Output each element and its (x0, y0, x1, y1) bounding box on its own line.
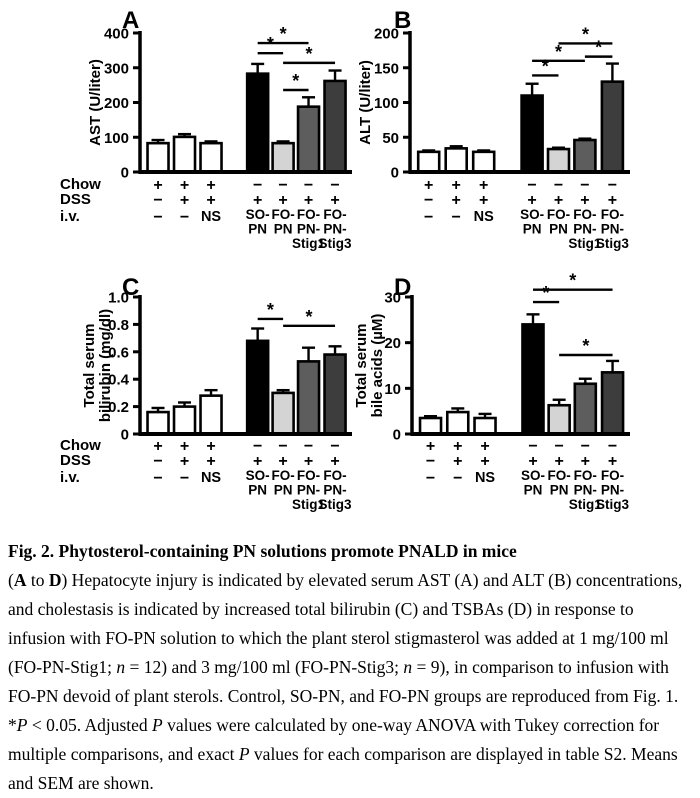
bar-B-FO-PN (548, 149, 569, 172)
significance-star: * (541, 56, 549, 77)
bar-D-Chow+DSS+NS (475, 418, 496, 434)
condition-sign: NS (474, 470, 496, 486)
panel-C-chart (0, 265, 360, 535)
group-label: PN (273, 482, 293, 498)
bar-B-Chow+DSS+NS (473, 152, 494, 172)
group-label: FO- (323, 468, 347, 483)
condition-sign: − (453, 470, 463, 487)
condition-sign: + (451, 177, 461, 194)
group-label: PN- (296, 221, 321, 237)
group-label: PN- (600, 221, 625, 237)
significance-star: * (595, 37, 603, 58)
condition-sign: + (424, 177, 434, 194)
condition-sign: − (278, 177, 288, 194)
group-label: Stig3 (596, 497, 630, 512)
condition-sign: + (206, 453, 216, 470)
condition-sign: + (528, 453, 538, 470)
y-tick-label: 30 (384, 289, 401, 307)
condition-sign: − (278, 438, 288, 455)
group-label: FO- (271, 207, 295, 222)
condition-sign: + (330, 453, 340, 470)
caption-segment: n (116, 657, 126, 677)
condition-sign: − (303, 438, 314, 455)
significance-star: * (542, 283, 550, 304)
panel-letter-B: B (394, 7, 412, 34)
caption-segment: P (16, 715, 28, 735)
condition-sign: NS (473, 209, 494, 225)
condition-sign: + (479, 192, 489, 209)
condition-sign: + (179, 438, 190, 455)
y-axis-label: Total serum (353, 323, 370, 408)
y-tick-label: 100 (103, 129, 129, 147)
row-label-dss: DSS (60, 191, 91, 208)
row-label-iv: i.v. (60, 208, 80, 225)
caption-segment: P (238, 744, 250, 764)
condition-sign: + (252, 192, 263, 209)
condition-sign: − (425, 453, 436, 470)
y-tick-label: 200 (373, 25, 399, 43)
group-label: PN- (573, 482, 597, 498)
caption-segment: = 12) and 3 mg/100 ml (FO-PN-Stig3; (125, 657, 404, 677)
group-label: FO- (573, 468, 597, 483)
group-label: PN (549, 221, 568, 237)
bar-D-FO-PN-Stig1 (575, 384, 596, 434)
significance-star: * (266, 299, 274, 320)
condition-sign: − (424, 192, 434, 209)
y-tick-label: 0.8 (108, 316, 129, 334)
panel-letter-A: A (122, 7, 140, 34)
bar-A-Chow+DSS (174, 137, 195, 172)
condition-sign: − (554, 438, 564, 455)
y-tick-label: 10 (384, 380, 401, 398)
condition-sign: + (153, 177, 163, 194)
condition-sign: − (330, 438, 340, 455)
condition-sign: − (153, 192, 163, 209)
condition-sign: + (554, 453, 564, 470)
y-tick-label: 150 (373, 60, 399, 78)
panel-A-chart (0, 0, 360, 268)
caption-segment: = 9), in comparison to infusion with FO-PN devoid of plant sterols. Control, SO-PN, and FO-PN groups are reproduced from Fig. 1. * (8, 657, 679, 735)
caption-segment: to (26, 570, 49, 590)
condition-sign: − (607, 177, 618, 194)
y-tick-label: 0.4 (108, 371, 129, 389)
group-label: FO- (573, 207, 597, 222)
significance-star: * (305, 306, 313, 327)
group-label: PN- (573, 221, 597, 237)
y-tick-label: 0 (120, 164, 129, 182)
bar-B-FO-PN-Stig1 (574, 140, 595, 172)
bar-B-Chow+DSS (446, 148, 467, 172)
y-tick-label: 300 (103, 60, 129, 78)
condition-sign: + (179, 192, 190, 209)
condition-sign: − (607, 438, 618, 455)
y-tick-label: 400 (103, 25, 129, 43)
bar-D-Chow (420, 418, 441, 434)
group-label: FO- (546, 207, 571, 222)
bar-C-FO-PN (273, 393, 294, 434)
condition-sign: + (580, 453, 590, 470)
group-label: Stig3 (595, 236, 629, 251)
group-label: PN (549, 482, 569, 498)
caption-segment: D (48, 570, 62, 590)
condition-sign: − (553, 177, 564, 194)
y-tick-label: 20 (384, 335, 401, 353)
condition-sign: + (453, 438, 463, 455)
significance-star: * (292, 70, 300, 91)
caption-segment: n (403, 657, 413, 677)
group-label: FO- (600, 207, 625, 222)
condition-sign: − (425, 470, 436, 487)
condition-sign: + (607, 453, 618, 470)
significance-star: * (305, 43, 313, 64)
condition-sign: + (330, 192, 340, 209)
group-label: PN (248, 221, 268, 237)
condition-sign: NS (200, 209, 222, 225)
condition-sign: + (278, 453, 288, 470)
group-label: PN- (600, 482, 625, 498)
panel-B-chart (357, 0, 700, 268)
caption-segment: < 0.05. Adjusted (27, 715, 153, 735)
significance-star: * (582, 335, 590, 356)
condition-sign: + (278, 192, 288, 209)
y-axis-label: bile acids (µM) (369, 313, 386, 418)
bar-A-SO-PN (247, 74, 268, 172)
bar-D-SO-PN (522, 324, 543, 434)
panel-D-chart (353, 265, 700, 535)
significance-star: * (266, 34, 274, 55)
condition-sign: + (179, 177, 190, 194)
bar-A-FO-PN (273, 143, 294, 172)
condition-sign: − (179, 470, 190, 487)
y-axis-label: Total serum (81, 323, 98, 408)
bar-A-FO-PN-Stig3 (325, 81, 346, 172)
y-axis-label: AST (U/liter) (87, 59, 104, 146)
bar-B-SO-PN (522, 96, 543, 172)
condition-sign: − (252, 438, 263, 455)
group-label: SO- (520, 207, 545, 222)
bar-C-SO-PN (247, 341, 268, 434)
group-label: FO- (547, 468, 571, 483)
group-label: Stig1 (568, 497, 602, 512)
group-label: Stig3 (318, 497, 352, 512)
caption-segment: values were calculated by one-way ANOVA with Tukey correction for multiple comparisons, and exact (8, 715, 660, 764)
condition-sign: + (303, 453, 314, 470)
group-label: PN (273, 221, 293, 237)
caption-segment: ) Hepatocyte injury is indicated by elevated serum AST (A) and ALT (B) concentrations, and cholestasis is indicated by increased total bilirubin (C) and TSBAs (D) in response to infusion with FO-PN solution to which the plant sterol stigmasterol was added at 1 mg/100 ml (FO-PN-Stig1; (8, 570, 683, 677)
bar-A-Chow+DSS+NS (201, 143, 222, 172)
group-label: SO- (245, 207, 270, 222)
bar-B-FO-PN-Stig3 (602, 82, 623, 172)
y-axis-label: bilirubin (mg/dl) (97, 308, 114, 423)
significance-star: * (569, 270, 577, 291)
row-label-dss: DSS (60, 452, 91, 469)
condition-sign: + (206, 177, 216, 194)
bar-D-FO-PN (549, 405, 570, 434)
caption-segment: ( (8, 570, 14, 590)
y-tick-label: 50 (382, 129, 399, 147)
bar-C-Chow (148, 412, 169, 434)
group-label: PN- (323, 221, 347, 237)
condition-sign: − (153, 453, 163, 470)
group-label: FO- (296, 468, 321, 483)
group-label: Stig3 (318, 236, 352, 251)
caption-segment: P (152, 715, 163, 735)
figure-caption-title: Fig. 2. Phytosterol-containing PN solutions promote PNALD in mice (8, 541, 517, 561)
condition-sign: − (580, 177, 590, 194)
bar-C-Chow+DSS (174, 407, 195, 434)
bar-D-FO-PN-Stig3 (602, 372, 623, 434)
y-tick-label: 0.6 (108, 344, 129, 362)
condition-sign: − (527, 177, 537, 194)
y-tick-label: 0 (392, 426, 401, 444)
y-tick-label: 200 (103, 95, 129, 112)
condition-sign: + (206, 438, 216, 455)
significance-star: * (581, 24, 589, 45)
group-label: Stig1 (568, 236, 602, 251)
condition-sign: − (451, 209, 461, 226)
group-label: FO- (600, 468, 625, 483)
condition-sign: − (424, 209, 434, 226)
bar-C-Chow+DSS+NS (201, 396, 222, 434)
group-label: SO- (245, 468, 270, 483)
condition-sign: + (453, 453, 463, 470)
row-label-chow: Chow (60, 176, 101, 193)
condition-sign: − (153, 209, 163, 226)
condition-sign: + (451, 192, 461, 209)
condition-sign: + (553, 192, 564, 209)
y-tick-label: 0.2 (108, 399, 129, 417)
condition-sign: + (527, 192, 537, 209)
row-label-chow: Chow (60, 437, 101, 454)
figure-caption (8, 537, 694, 798)
figure-caption-body (8, 566, 694, 798)
condition-sign: + (206, 192, 216, 209)
condition-sign: − (330, 177, 340, 194)
condition-sign: − (252, 177, 263, 194)
bar-B-Chow (418, 152, 439, 172)
bar-D-Chow+DSS (447, 412, 468, 434)
condition-sign: + (480, 438, 490, 455)
bar-A-Chow (148, 143, 169, 172)
condition-sign: − (580, 438, 590, 455)
condition-sign: NS (200, 470, 222, 486)
condition-sign: − (303, 177, 314, 194)
y-tick-label: 1.0 (108, 289, 129, 307)
group-label: Stig1 (292, 236, 326, 251)
condition-sign: + (480, 453, 490, 470)
condition-sign: + (425, 438, 436, 455)
caption-segment: A (13, 570, 27, 590)
condition-sign: + (303, 192, 314, 209)
significance-star: * (554, 41, 563, 62)
group-label: PN- (323, 482, 347, 498)
condition-sign: − (528, 438, 538, 455)
group-label: PN (522, 221, 542, 237)
caption-segment: values for each comparison are displayed in table S2. Means and SEM are shown. (8, 744, 678, 793)
group-label: PN (248, 482, 268, 498)
panel-letter-C: C (122, 274, 140, 301)
group-label: Stig1 (292, 497, 326, 512)
panel-letter-D: D (394, 274, 412, 301)
condition-sign: + (479, 177, 489, 194)
y-axis-label: ALT (U/liter) (357, 60, 374, 145)
bar-C-FO-PN-Stig1 (298, 361, 319, 434)
y-tick-label: 0 (120, 426, 129, 444)
group-label: FO- (271, 468, 295, 483)
group-label: PN (523, 482, 543, 498)
group-label: FO- (323, 207, 347, 222)
bar-A-FO-PN-Stig1 (298, 107, 319, 172)
y-tick-label: 100 (373, 95, 399, 112)
row-label-iv: i.v. (60, 469, 80, 486)
group-label: PN- (296, 482, 321, 498)
condition-sign: + (607, 192, 618, 209)
condition-sign: + (153, 438, 163, 455)
condition-sign: + (252, 453, 263, 470)
significance-star: * (279, 24, 287, 45)
condition-sign: + (179, 453, 190, 470)
y-tick-label: 0 (390, 164, 399, 182)
condition-sign: − (153, 470, 163, 487)
group-label: FO- (296, 207, 321, 222)
condition-sign: + (580, 192, 590, 209)
group-label: SO- (520, 468, 545, 483)
bar-C-FO-PN-Stig3 (325, 355, 346, 434)
condition-sign: − (179, 209, 190, 226)
